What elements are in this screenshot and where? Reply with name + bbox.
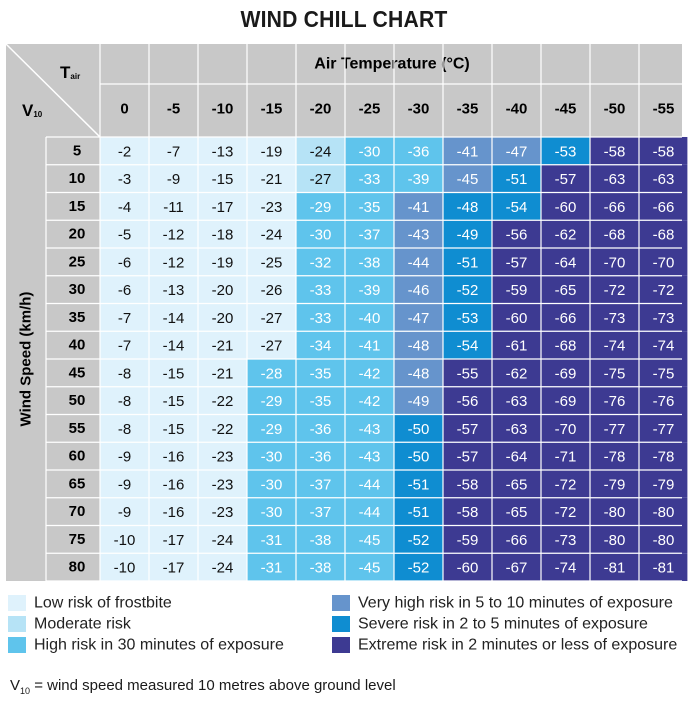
- data-value: -23: [211, 476, 234, 494]
- data-value: -18: [211, 226, 234, 244]
- footnote-text: = wind speed measured 10 metres above ground level: [30, 677, 396, 694]
- data-value: -65: [505, 476, 528, 494]
- data-value: -66: [554, 309, 577, 327]
- data-value: -43: [358, 448, 381, 466]
- wind-speed-label: 5: [72, 142, 82, 160]
- data-value: -24: [309, 143, 332, 161]
- wind-speed-label: 30: [68, 281, 86, 299]
- wind-speed-label: 25: [68, 253, 86, 271]
- data-value: -77: [603, 420, 626, 438]
- data-value: -78: [603, 448, 626, 466]
- data-value: -53: [554, 143, 577, 161]
- data-value: -59: [456, 531, 479, 549]
- data-value: -54: [456, 337, 479, 355]
- legend-label: Extreme risk in 2 minutes or less of exposure: [358, 636, 678, 654]
- data-value: -51: [456, 254, 479, 272]
- data-value: -38: [309, 531, 332, 549]
- data-value: -64: [505, 448, 528, 466]
- data-value: -28: [260, 365, 283, 383]
- data-value: -39: [407, 171, 430, 189]
- data-value: -71: [554, 448, 577, 466]
- data-value: -6: [117, 254, 132, 272]
- data-value: -10: [113, 531, 136, 549]
- data-value: -10: [113, 559, 136, 577]
- data-value: -8: [117, 365, 132, 383]
- data-value: -70: [652, 254, 675, 272]
- data-value: -27: [260, 309, 283, 327]
- data-value: -2: [117, 143, 132, 161]
- data-value: -16: [162, 448, 185, 466]
- data-value: -36: [309, 448, 332, 466]
- data-value: -72: [554, 504, 577, 522]
- data-value: -14: [162, 309, 185, 327]
- data-value: -45: [456, 171, 479, 189]
- data-value: -8: [117, 393, 132, 411]
- temperature-header: -35: [456, 100, 479, 118]
- data-value: -68: [603, 226, 626, 244]
- data-value: -70: [554, 420, 577, 438]
- data-value: -74: [554, 559, 577, 577]
- data-value: -15: [162, 365, 185, 383]
- data-value: -27: [309, 171, 332, 189]
- data-value: -15: [162, 393, 185, 411]
- temperature-header: -10: [211, 100, 234, 118]
- data-value: -68: [554, 337, 577, 355]
- legend-label: Low risk of frostbite: [34, 594, 172, 612]
- data-value: -43: [358, 420, 381, 438]
- data-value: -31: [260, 559, 283, 577]
- data-value: -17: [211, 198, 234, 216]
- data-value: -51: [407, 504, 430, 522]
- data-value: -52: [407, 559, 430, 577]
- data-value: -37: [358, 226, 381, 244]
- data-value: -48: [407, 337, 430, 355]
- data-value: -48: [407, 365, 430, 383]
- data-value: -24: [211, 559, 234, 577]
- data-value: -13: [211, 143, 234, 161]
- data-value: -9: [117, 504, 132, 522]
- data-value: -69: [554, 365, 577, 383]
- data-value: -65: [505, 504, 528, 522]
- data-value: -35: [309, 365, 332, 383]
- data-value: -7: [117, 337, 132, 355]
- data-value: -67: [505, 559, 528, 577]
- data-value: -41: [456, 143, 479, 161]
- data-value: -20: [211, 282, 234, 300]
- wind-speed-label: 45: [68, 364, 86, 382]
- data-value: -34: [309, 337, 332, 355]
- data-value: -7: [117, 309, 132, 327]
- data-value: -16: [162, 504, 185, 522]
- data-value: -80: [603, 504, 626, 522]
- wind-speed-label: 65: [68, 475, 86, 493]
- data-value: -9: [117, 448, 132, 466]
- data-value: -74: [652, 337, 675, 355]
- data-value: -5: [117, 226, 132, 244]
- data-value: -80: [652, 504, 675, 522]
- data-value: -66: [603, 198, 626, 216]
- data-value: -24: [211, 531, 234, 549]
- temperature-header: -45: [554, 100, 577, 118]
- data-value: -57: [554, 171, 577, 189]
- data-value: -26: [260, 282, 283, 300]
- data-value: -22: [211, 420, 234, 438]
- wind-speed-label: 20: [68, 225, 86, 243]
- data-value: -23: [260, 198, 283, 216]
- legend-label: Moderate risk: [34, 615, 131, 633]
- data-value: -38: [309, 559, 332, 577]
- data-value: -75: [603, 365, 626, 383]
- data-value: -9: [166, 171, 181, 189]
- footnote: [10, 677, 396, 696]
- data-value: -43: [407, 226, 430, 244]
- data-value: -80: [652, 531, 675, 549]
- data-value: -81: [652, 559, 675, 577]
- data-value: -76: [652, 393, 675, 411]
- legend-swatch: [332, 595, 350, 611]
- data-value: -46: [407, 282, 430, 300]
- data-value: -39: [358, 282, 381, 300]
- wind-speed-label: 15: [68, 197, 86, 215]
- data-value: -30: [309, 226, 332, 244]
- legend-label: High risk in 30 minutes of exposure: [34, 636, 284, 654]
- legend-swatch: [8, 637, 26, 653]
- wind-speed-label: 55: [68, 419, 86, 437]
- data-value: -12: [162, 226, 185, 244]
- data-value: -59: [505, 282, 528, 300]
- temperature-header: -30: [407, 100, 430, 118]
- data-value: -42: [358, 393, 381, 411]
- data-value: -23: [211, 504, 234, 522]
- data-value: -72: [603, 282, 626, 300]
- data-value: -48: [456, 198, 479, 216]
- legend-label: Very high risk in 5 to 10 minutes of exposure: [358, 594, 673, 612]
- data-value: -51: [505, 171, 528, 189]
- data-value: -16: [162, 476, 185, 494]
- data-value: -32: [309, 254, 332, 272]
- data-value: -15: [211, 171, 234, 189]
- data-value: -52: [456, 282, 479, 300]
- data-value: -73: [652, 309, 675, 327]
- data-value: -79: [603, 476, 626, 494]
- data-value: -21: [260, 171, 283, 189]
- data-value: -50: [407, 420, 430, 438]
- temperature-header: -15: [260, 100, 283, 118]
- data-value: -58: [652, 143, 675, 161]
- data-value: -55: [456, 365, 479, 383]
- footnote-subscript: 10: [20, 686, 31, 696]
- data-value: -45: [358, 559, 381, 577]
- data-value: -35: [358, 198, 381, 216]
- data-value: -41: [358, 337, 381, 355]
- corner-v-label: $V_{10}$: [22, 100, 43, 120]
- wind-speed-label: 75: [68, 530, 86, 548]
- data-value: -19: [211, 254, 234, 272]
- data-value: -60: [505, 309, 528, 327]
- data-value: -63: [603, 171, 626, 189]
- data-value: -70: [603, 254, 626, 272]
- data-value: -4: [117, 198, 132, 216]
- data-value: -63: [652, 171, 675, 189]
- temperature-header: -20: [309, 100, 332, 118]
- data-value: -31: [260, 531, 283, 549]
- data-value: -52: [407, 531, 430, 549]
- data-value: -49: [456, 226, 479, 244]
- data-value: -65: [554, 282, 577, 300]
- data-value: -64: [554, 254, 577, 272]
- data-value: -45: [358, 531, 381, 549]
- legend-swatch: [332, 637, 350, 653]
- data-value: -75: [652, 365, 675, 383]
- data-value: -33: [309, 309, 332, 327]
- data-value: -19: [260, 143, 283, 161]
- data-value: -72: [554, 476, 577, 494]
- data-value: -44: [407, 254, 430, 272]
- wind-speed-label: 40: [68, 336, 86, 354]
- data-value: -78: [652, 448, 675, 466]
- data-value: -76: [603, 393, 626, 411]
- data-value: -30: [358, 143, 381, 161]
- data-value: -58: [603, 143, 626, 161]
- data-value: -62: [505, 365, 528, 383]
- data-value: -79: [652, 476, 675, 494]
- data-value: -29: [309, 198, 332, 216]
- data-value: -3: [117, 171, 132, 189]
- data-value: -22: [211, 393, 234, 411]
- data-value: -30: [260, 448, 283, 466]
- temperature-header: -40: [505, 100, 528, 118]
- column-group-label: Air Temperature (°C): [314, 55, 470, 73]
- data-value: -29: [260, 393, 283, 411]
- data-value: -63: [505, 393, 528, 411]
- data-value: -61: [505, 337, 528, 355]
- wind-speed-label: 10: [68, 170, 86, 188]
- data-value: -72: [652, 282, 675, 300]
- data-value: -66: [505, 531, 528, 549]
- row-axis-label: Wind Speed (km/h): [17, 291, 35, 427]
- data-value: -77: [652, 420, 675, 438]
- data-value: -20: [211, 309, 234, 327]
- data-value: -49: [407, 393, 430, 411]
- data-value: -30: [260, 504, 283, 522]
- wind-speed-label: 60: [68, 447, 86, 465]
- data-value: -73: [554, 531, 577, 549]
- legend-swatch: [8, 595, 26, 611]
- data-value: -80: [603, 531, 626, 549]
- data-value: -11: [163, 198, 184, 216]
- data-value: -6: [117, 282, 132, 300]
- data-value: -30: [260, 476, 283, 494]
- data-value: -62: [554, 226, 577, 244]
- data-value: -74: [603, 337, 626, 355]
- temperature-header: 0: [120, 100, 129, 118]
- data-value: -44: [358, 504, 381, 522]
- data-value: -58: [456, 504, 479, 522]
- temperature-header: -25: [358, 100, 381, 118]
- wind-speed-label: 35: [68, 308, 86, 326]
- data-value: -50: [407, 448, 430, 466]
- data-value: -53: [456, 309, 479, 327]
- data-value: -40: [358, 309, 381, 327]
- data-value: -36: [309, 420, 332, 438]
- data-value: -14: [162, 337, 185, 355]
- data-value: -33: [358, 171, 381, 189]
- chart-title: WIND CHILL CHART: [240, 6, 448, 32]
- data-value: -81: [603, 559, 626, 577]
- data-value: -54: [505, 198, 528, 216]
- data-value: -21: [211, 337, 234, 355]
- data-value: -56: [456, 393, 479, 411]
- data-value: -58: [456, 476, 479, 494]
- data-value: -13: [162, 282, 185, 300]
- data-value: -66: [652, 198, 675, 216]
- temperature-header: -55: [652, 100, 675, 118]
- data-value: -42: [358, 365, 381, 383]
- data-value: -27: [260, 337, 283, 355]
- data-value: -56: [505, 226, 528, 244]
- corner-t-label: $T_{air}$: [60, 62, 81, 82]
- data-value: -73: [603, 309, 626, 327]
- data-value: -60: [456, 559, 479, 577]
- wind-speed-label: 80: [68, 558, 86, 576]
- footnote-symbol: V: [10, 677, 21, 694]
- data-value: -15: [162, 420, 185, 438]
- temperature-header: -50: [603, 100, 626, 118]
- data-value: -33: [309, 282, 332, 300]
- data-value: -44: [358, 476, 381, 494]
- data-value: -57: [505, 254, 528, 272]
- data-value: -29: [260, 420, 283, 438]
- data-value: -36: [407, 143, 430, 161]
- wind-speed-label: 50: [68, 392, 86, 410]
- data-value: -17: [162, 559, 185, 577]
- legend-swatch: [8, 616, 26, 632]
- data-value: -63: [505, 420, 528, 438]
- data-value: -57: [456, 448, 479, 466]
- data-value: -7: [166, 143, 181, 161]
- data-value: -17: [162, 531, 185, 549]
- data-value: -60: [554, 198, 577, 216]
- data-value: -47: [407, 309, 430, 327]
- data-value: -69: [554, 393, 577, 411]
- data-value: -41: [407, 198, 430, 216]
- data-value: -51: [407, 476, 430, 494]
- data-value: -21: [211, 365, 234, 383]
- data-value: -25: [260, 254, 283, 272]
- data-value: -12: [162, 254, 185, 272]
- data-value: -24: [260, 226, 283, 244]
- data-value: -38: [358, 254, 381, 272]
- temperature-header: -5: [166, 100, 181, 118]
- data-value: -37: [309, 476, 332, 494]
- data-value: -47: [505, 143, 528, 161]
- data-value: -9: [117, 476, 132, 494]
- data-value: -35: [309, 393, 332, 411]
- data-value: -68: [652, 226, 675, 244]
- legend-swatch: [332, 616, 350, 632]
- data-value: -37: [309, 504, 332, 522]
- wind-speed-label: 70: [68, 503, 86, 521]
- data-value: -57: [456, 420, 479, 438]
- legend-label: Severe risk in 2 to 5 minutes of exposure: [358, 615, 648, 633]
- data-value: -8: [117, 420, 132, 438]
- data-value: -23: [211, 448, 234, 466]
